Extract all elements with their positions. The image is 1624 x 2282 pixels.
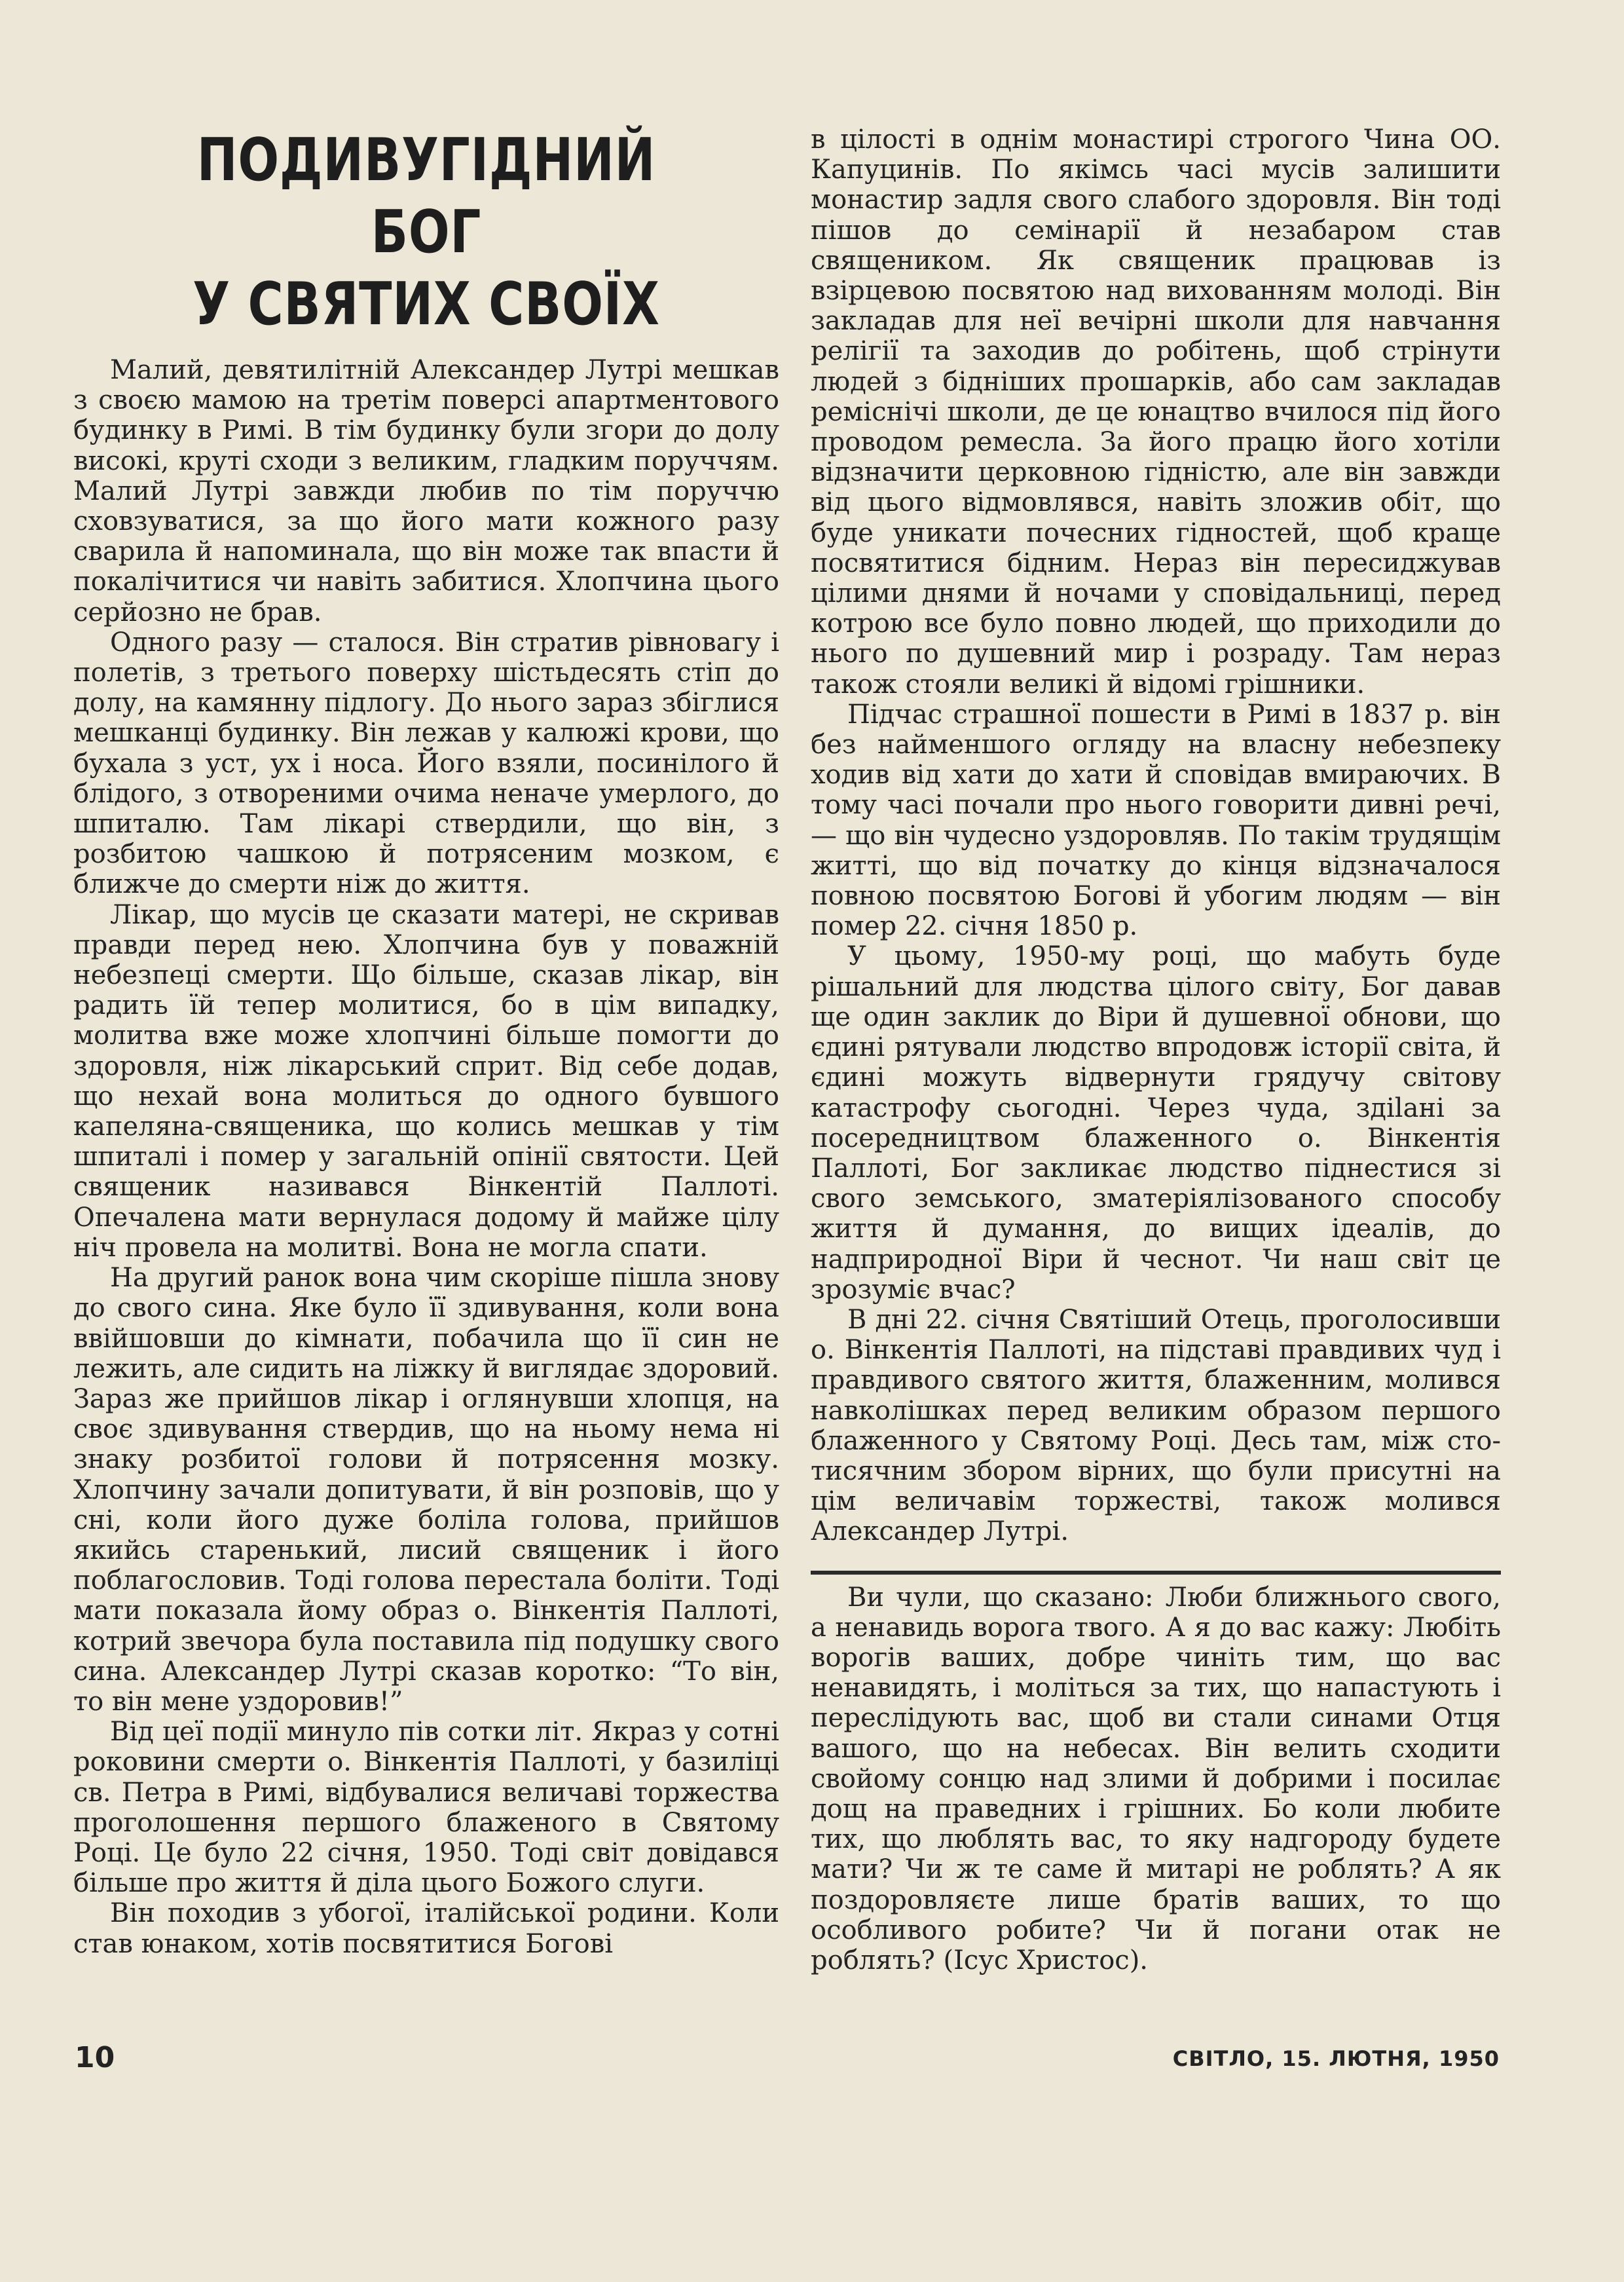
paragraph: в цілості в однім монастирі строгого Чина ОО. Капуцинів. По якімсь часі мусів залишити монастир задля свого слабого здоровля. Він тоді пішов до семінарії й незабаром став священиком. Як священик працював із взірцевою посвятою над вихованням молоді. Він закладав для неї вечірні школи для навчання релігії та заходив до робітень, щоб стрінути людей з бідніших прошарків, або сам закладав реміснічі школи, де це юнацтво вчилося під його проводом ремесла. За його працю його хотіли відзначити церковною гідністю, але він завжди від цього відмовлявся, навіть зложив обіт, що буде уникати почесних гідностей, щоб краще посвятитися бідним. Нераз він пересиджував цілими днями й ночами у сповідальниці, перед котрою все було повно людей, що приходили до нього по душевний мир і розраду. Там нераз також стояли великі й відомі грішники.: [811, 124, 1501, 700]
paragraph: На другий ранок вона чим скоріше пішла знову до свого сина. Яке було її здивування, коли вона ввійшовши до кімнати, побачила що її син не лежить, але сидить на ліжку й виглядає здоровий. Зараз же прийшов лікар і оглянувши хлопця, на своє здивування ствердив, що на ньому нема ні знаку розбитої голови й потрясення мозку. Хлопчину зачали допитувати, й він розповів, що у сні, коли його дуже боліла голова, прийшов якийсь старенький, лисий священик і його поблагословив. Тоді голова перестала боліти. Тоді мати показала йому образ о. Вінкентія Паллоті, котрий звечора була поставила під подушку свого сина. Александер Лутрі сказав коротко: “То він, то він мене уздоровив!”: [73, 1263, 779, 1717]
right-column: [811, 124, 1501, 1975]
title-line-1: ПОДИВУГІДНИЙ БОГ: [196, 126, 656, 267]
divider-rule: [811, 1571, 1501, 1575]
title-line-2: У СВЯТИХ СВОЇХ: [193, 270, 660, 339]
paragraph: Лікар, що мусів це сказати матері, не скривав правди перед нею. Хлопчина був у поважній небезпеці смерти. Що більше, сказав лікар, він радить їй тепер молитися, бо в цім випадку, молитва вже може хлопчині більше помогти до здоровля, ніж лікарський сприт. Від себе додав, що нехай вона молиться до одного бувшого капеляна-священика, що колись мешкав у тім шпиталі і помер у загальній опінії святости. Цей священик називався Вінкентій Паллоті. Опечалена мати вернулася додому й майже цілу ніч провела на молитві. Вона не могла спати.: [73, 899, 779, 1263]
left-column: [73, 124, 779, 1959]
paragraph: Одного разу — сталося. Він стратив рівновагу і полетів, з третього поверху шістьдесять стіп до долу, на камянну підлогу. До нього зараз збіглися мешканці будинку. Він лежав у калюжі крови, що бухала з уст, ух і носа. Його взяли, посинілого й блідого, з отвореними очима неначе умерлого, до шпиталю. Там лікарі ствердили, що він, з розбитою чашкою й потрясеним мозком, є ближче до смерти ніж до життя.: [73, 627, 779, 900]
publication-info: СВІТЛО, 15. ЛЮТНЯ, 1950: [1172, 2046, 1500, 2071]
paragraph: В дні 22. січня Святіший Отець, проголосивши о. Вінкентія Паллоті, на підставі правдивих чуд і правдивого святого життя, блаженним, молився навколішках перед великим образом першого блаженного у Святому Році. Десь там, між сто-тисячним збором вірних, що були присутні на цім величавім торжестві, також молився Александер Лутрі.: [811, 1304, 1501, 1547]
paragraph: У цьому, 1950-му році, що мабуть буде рішальний для людства цілого світу, Бог давав ще один заклик до Віри й душевної обнови, що єдині рятували людство впродовж історії світа, й єдині можуть відвернути грядучу світову катастрофу сьогодні. Через чуда, здіlані за посередництвом блаженного о. Вінкентія Паллоті, Бог закликає людство піднестися зі свого земського, зматеріялізованого способу життя й думання, до вищих ідеалів, до надприродної Віри й чеснот. Чи наш світ це зрозуміє вчас?: [811, 941, 1501, 1305]
article-title: [137, 124, 716, 341]
page-number: 10: [75, 2041, 115, 2074]
paragraph: Малий, девятилітній Александер Лутрі мешкав з своєю мамою на третім поверсі апартментового будинку в Римі. В тім будинку були згори до долу високі, круті сходи з великим, гладким поруччям. Малий Лутрі завжди любив по тім поруччю сховзуватися, за що його мати кожного разу сварила й напоминала, що він може так впасти й покалічитися чи навіть забитися. Хлопчина цього серйозно не брав.: [73, 355, 779, 627]
scripture-quote: Ви чули, що сказано: Люби ближнього свого, а ненавидь ворога твого. А я до вас кажу: Любіть ворогів ваших, добре чиніть тим, що вас ненавидять, і моліться за тих, що напастують і переслідують вас, щоб ви стали синами Отця вашого, що на небесах. Він велить сходити свойому сонцю над злими й добрими і посилає дощ на праведних і грішних. Бо коли любите тих, що люблять вас, то яку надгороду будете мати? Чи ж те саме й митарі не роблять? А як поздоровляєте лише братів ваших, то що особливого робите? Чи й погани отак не роблять? (Ісус Христос).: [811, 1582, 1501, 1975]
paragraph: Від цеї події минуло пів сотки літ. Якраз у сотні роковини смерти о. Вінкентія Паллоті, у базиліці св. Петра в Римі, відбувалися величаві торжества проголошення першого блаженого в Святому Році. Це було 22 січня, 1950. Тоді світ довідався більше про життя й діла цього Божого слуги.: [73, 1717, 779, 1899]
paragraph: Він походив з убогої, італійської родини. Коли став юнаком, хотів посвятитися Богові: [73, 1898, 779, 1959]
paragraph: Підчас страшної пошести в Римі в 1837 р. він без найменшого огляду на власну небезпеку ходив від хати до хати й сповідав вмираючих. В тому часі почали про нього говорити дивні речі, — що він чудесно уздоровляв. По такім трудящім житті, що від початку до кінця відзначалося повною посвятою Богові й убогим людям — він помер 22. січня 1850 р.: [811, 699, 1501, 942]
